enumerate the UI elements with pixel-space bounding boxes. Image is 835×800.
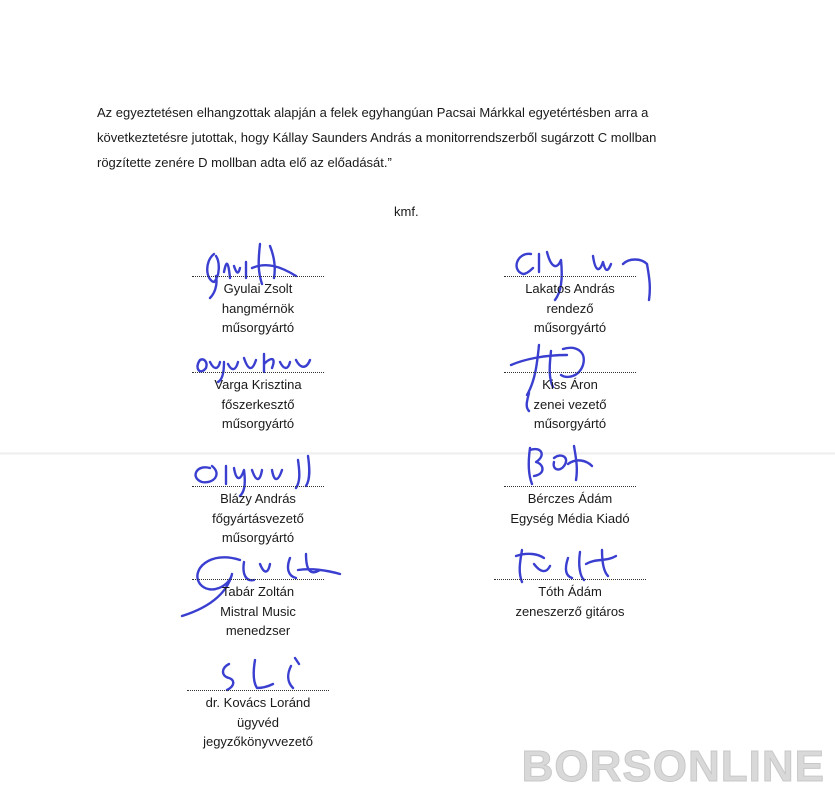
signatory-name: Tóth Ádám bbox=[538, 584, 602, 599]
signature-dotted-line bbox=[494, 579, 646, 580]
signature-dotted-line bbox=[504, 276, 636, 277]
paragraph-line: rögzítette zenére D mollban adta elő az előadását.” bbox=[97, 155, 392, 170]
signatory-name: Tabár Zoltán bbox=[221, 584, 295, 599]
signature-dotted-line bbox=[504, 486, 636, 487]
signature-dotted-line bbox=[192, 372, 324, 373]
signatory-name: Bérczes Ádám bbox=[527, 491, 613, 506]
signatory-role: műsorgyártó bbox=[221, 320, 295, 335]
signatory-role: ügyvéd bbox=[237, 714, 279, 730]
signature-dotted-line bbox=[192, 486, 324, 487]
signatory-name: Kiss Áron bbox=[542, 377, 598, 392]
signatory-role: műsorgyártó bbox=[221, 530, 295, 545]
signatory-name: Blázy András bbox=[220, 491, 296, 506]
signatory-role: műsorgyártó bbox=[533, 320, 607, 335]
signatory-role: Mistral Music bbox=[220, 603, 296, 619]
signatory-role: rendező bbox=[546, 300, 594, 316]
signatory-name: Varga Krisztina bbox=[214, 377, 302, 392]
signature-dotted-line bbox=[192, 276, 324, 277]
paragraph-line: következtetésre jutottak, hogy Kállay Saunders András a monitorrendszerből sugárzott C mollban bbox=[97, 130, 657, 145]
signatory-block bbox=[183, 690, 333, 752]
signatory-name: dr. Kovács Loránd bbox=[205, 695, 311, 710]
borsonline-watermark: BORSONLINE bbox=[521, 742, 825, 791]
closing-kmf: kmf. bbox=[394, 204, 419, 219]
signatory-block bbox=[188, 486, 328, 548]
signatory-role: főgyártásvezető bbox=[212, 510, 304, 526]
statement-paragraph bbox=[97, 100, 745, 175]
signature-berczes bbox=[520, 442, 600, 487]
signatory-name: Lakatos András bbox=[525, 281, 615, 296]
signatory-role: zenei vezető bbox=[533, 396, 607, 412]
signatory-role: műsorgyártó bbox=[221, 416, 295, 431]
paper-fold-line bbox=[0, 452, 835, 455]
signatory-role: Egység Média Kiadó bbox=[510, 510, 630, 526]
signatory-block bbox=[500, 276, 640, 338]
signatory-block bbox=[500, 372, 640, 434]
signature-dotted-line bbox=[187, 690, 329, 691]
signatory-role: jegyzőkönyvvezető bbox=[203, 734, 313, 749]
signature-kovacs bbox=[215, 654, 315, 694]
signatory-block bbox=[490, 579, 650, 621]
signatory-role: főszerkesztő bbox=[221, 396, 295, 412]
signatory-role: menedzser bbox=[225, 623, 291, 638]
signatory-role: hangmérnök bbox=[221, 300, 295, 316]
signatory-block bbox=[188, 579, 328, 641]
paragraph-line: Az egyeztetésen elhangzottak alapján a felek egyhangúan Pacsai Márkkal egyetértésben arra a bbox=[97, 105, 649, 120]
signatory-role: zeneszerző gitáros bbox=[515, 603, 625, 619]
signature-dotted-line bbox=[192, 579, 324, 580]
signatory-role: műsorgyártó bbox=[533, 416, 607, 431]
signature-dotted-line bbox=[504, 372, 636, 373]
signatory-block bbox=[188, 372, 328, 434]
signatory-name: Gyulai Zsolt bbox=[223, 281, 293, 296]
signatory-block bbox=[500, 486, 640, 528]
signatory-block bbox=[188, 276, 328, 338]
